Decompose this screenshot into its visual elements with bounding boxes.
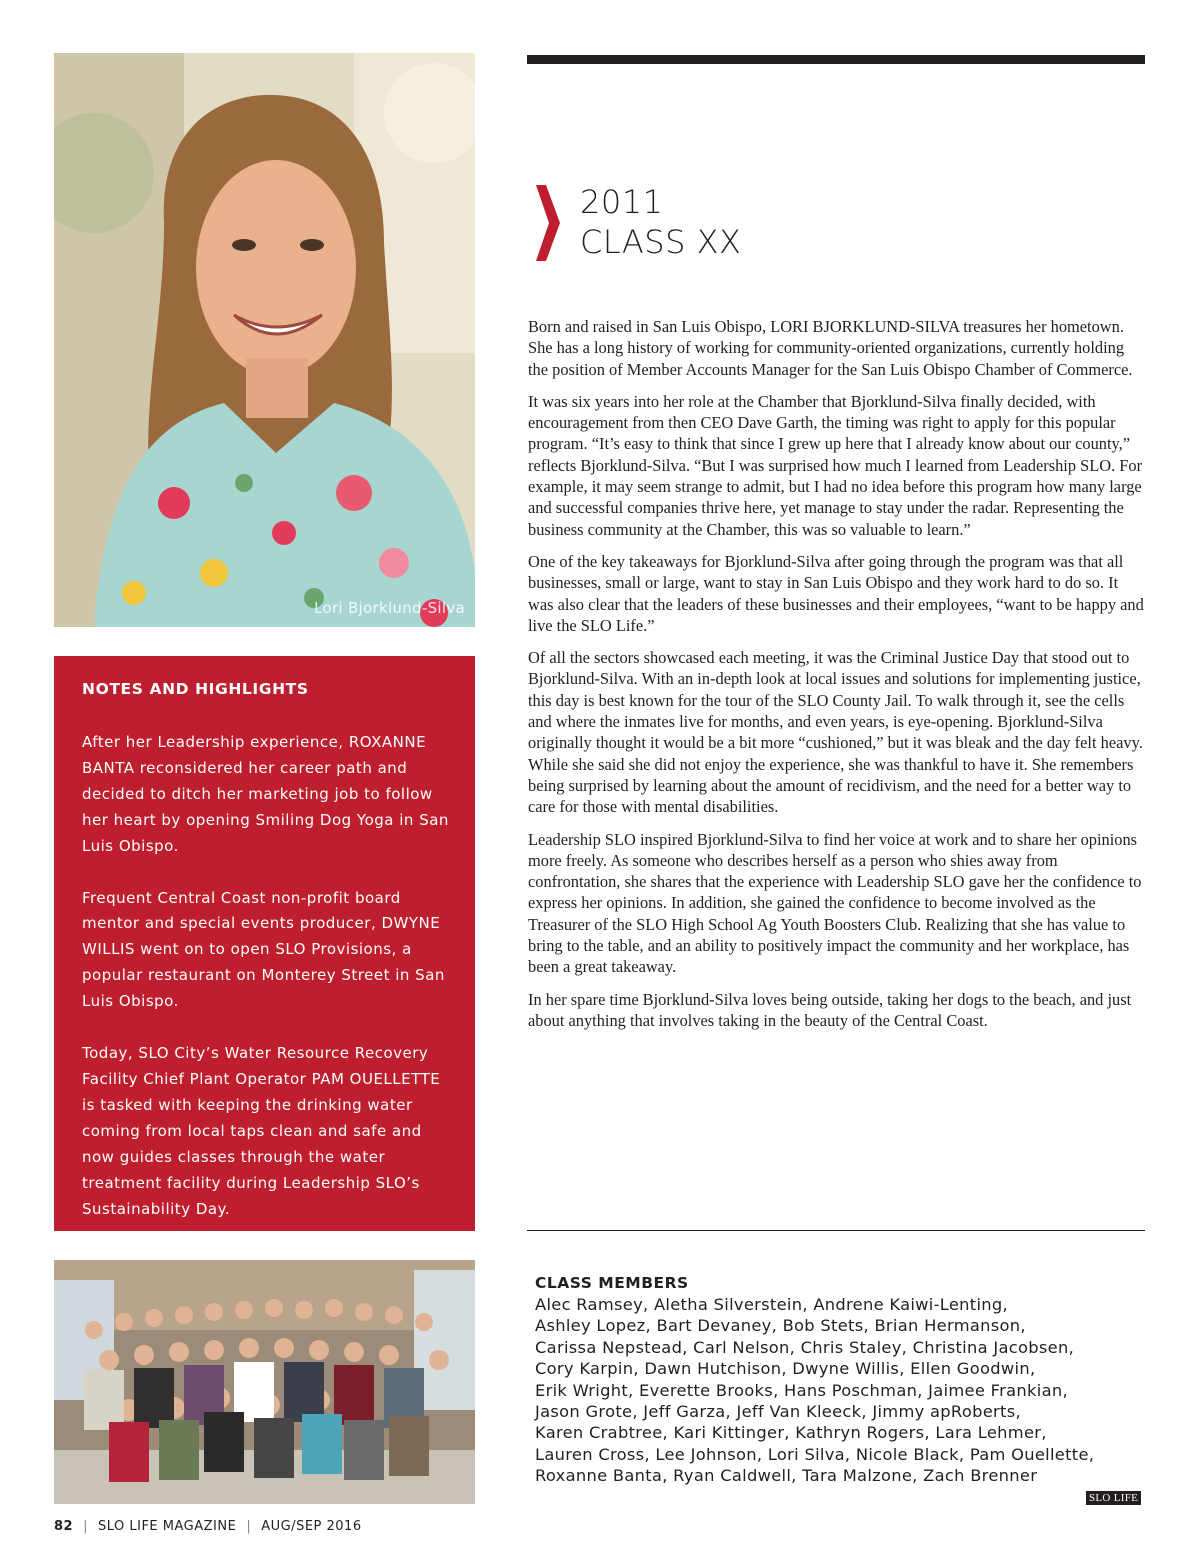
class-members-title: CLASS MEMBERS [535,1274,689,1292]
class-members-line: Karen Crabtree, Kari Kittinger, Kathryn Rogers, Lara Lehmer, [535,1423,1047,1443]
class-members-line: Carissa Nepstead, Carl Nelson, Chris Staley, Christina Jacobsen, [535,1337,1075,1357]
top-divider [527,55,1145,64]
magazine-name: SLO LIFE MAGAZINE [97,1519,237,1534]
class-members-list [535,1294,1145,1487]
class-members-line: Cory Karpin, Dawn Hutchison, Dwyne Willis, Ellen Goodwin, [535,1359,1036,1379]
notes-paragraph: After her Leadership experience, ROXANNE BANTA reconsidered her career path and decided to ditch her marketing job to follow her heart by opening Smiling Dog Yoga in San Luis Obispo. [82,733,449,855]
article-paragraph: Born and raised in San Luis Obispo, LORI BJORKLUND-SILVA treasures her hometown. She has a long history of working for community-oriented organizations, currently holding the position of Member Accounts Manager for the San Luis Obispo Chamber of Commerce. [528,317,1133,379]
class-members-line: Alec Ramsey, Aletha Silverstein, Andrene Kaiwi-Lenting, [535,1295,1009,1314]
class-members-line: Lauren Cross, Lee Johnson, Lori Silva, Nicole Black, Pam Ouellette, [535,1444,1095,1464]
footer-separator: | [246,1519,252,1534]
class-name: CLASS XX [580,223,742,261]
page-number: 82 [54,1519,74,1534]
chevron-right-icon [536,185,560,261]
article-paragraph: Of all the sectors showcased each meeting, it was the Criminal Justice Day that stood out to Bjorklund-Silva. With an in-depth look at local issues and solutions for implementing justice, this day is best known for the tour of the SLO County Jail. To walk through it, see the cells and where the inmates live for months, and even years, is eye-opening. Bjorklund-Silva originally thought it would be a bit more “cushioned,” but it was bleak and the day felt heavy. While she said she did not enjoy the experience, she was thankful to have it. She remembers being surprised by learning about the amount of recidivism, and the need for a better way to care for those with mental disabilities. [528,648,1143,817]
notes-paragraph: Today, SLO City’s Water Resource Recovery Facility Chief Plant Operator PAM OUELLETTE is tasked with keeping the drinking water coming from local taps clean and safe and now guides classes through the water treatment facility during Leadership SLO’s Sustainability Day. [82,1044,441,1218]
article-paragraph: Leadership SLO inspired Bjorklund-Silva to find her voice at work and to share her opinions more freely. As someone who describes herself as a person who shies away from confrontation, she shares that the experience with Leadership SLO gave her the confidence to express her opinions. In addition, she gained the confidence to become involved as the Treasurer of the SLO High School Ag Youth Boosters Club. Realizing that she has value to bring to the table, and an ability to positively impact the community and her workplace, has been a great takeaway. [528,829,1142,977]
class-members [535,1274,1145,1487]
group-photo [54,1260,475,1504]
notes-title: NOTES AND HIGHLIGHTS [82,680,309,698]
group-photo-illustration [54,1260,475,1504]
portrait-illustration [54,53,475,627]
portrait-photo [54,53,475,627]
article-paragraph: It was six years into her role at the Chamber that Bjorklund-Silva finally decided, with encouragement from then CEO Dave Garth, the timing was right to apply for this popular program. “It’s easy to think that since I grew up here that I already know about our county,” reflects Bjorklund-Silva. “But I was surprised how much I learned from Leadership SLO. For example, it may seem strange to admit, but I had no idea before this program how many large and successful companies thrive here, yet manage to stay under the radar. Representing the business community at the Chamber, this was so valuable to learn.” [528,391,1143,539]
notes-paragraph: Frequent Central Coast non-profit board mentor and special events producer, DWYNE WILLIS went on to open SLO Provisions, a popular restaurant on Monterey Street in San Luis Obispo. [82,888,445,1011]
article-body [528,316,1146,1042]
class-year: 2011 [580,183,664,221]
article-paragraph: In her spare time Bjorklund-Silva loves being outside, taking her dogs to the beach, and just about anything that involves taking in the beauty of the Central Coast. [528,989,1132,1030]
class-members-line: Jason Grote, Jeff Garza, Jeff Van Kleeck, Jimmy apRoberts, [535,1402,1021,1422]
article-paragraph: One of the key takeaways for Bjorklund-Silva after going through the program was that all businesses, small or large, want to stay in San Luis Obispo and they work hard to do so. It was also clear that the leaders of these businesses and their employees, “want to be happy and live the SLO Life.” [528,551,1144,635]
page-footer [54,1519,362,1534]
issue-date: AUG/SEP 2016 [261,1519,362,1534]
class-members-line: Roxanne Banta, Ryan Caldwell, Tara Malzone, Zach Brenner [535,1466,1038,1486]
class-heading [580,182,741,262]
class-members-line: Erik Wright, Everette Brooks, Hans Poschman, Jaimee Frankian, [535,1380,1068,1400]
class-members-line: Ashley Lopez, Bart Devaney, Bob Stets, Brian Hermanson, [535,1316,1026,1336]
portrait-caption: Lori Bjorklund-Silva [314,599,465,617]
section-divider [527,1230,1145,1231]
slo-life-logo: SLO LIFE [1086,1491,1141,1505]
footer-separator: | [83,1519,88,1534]
notes-and-highlights-box [54,656,475,1231]
